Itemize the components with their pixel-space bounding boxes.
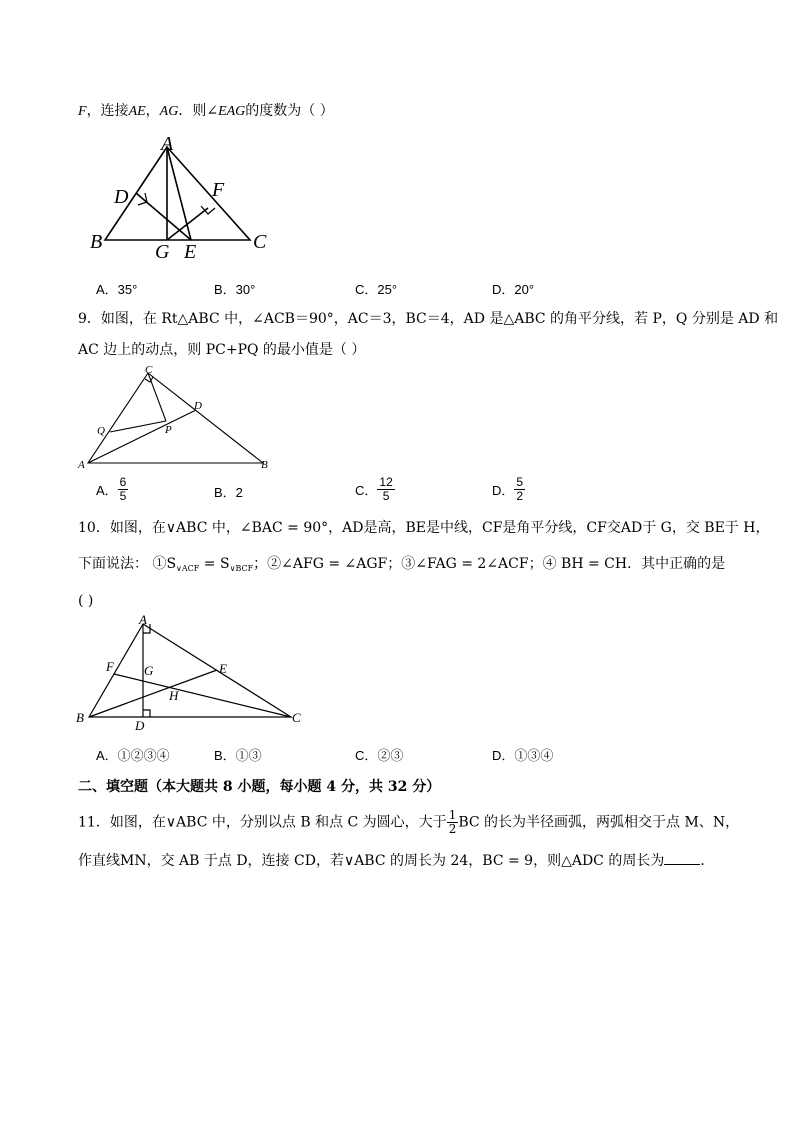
- q9-option-c-fraction: $\frac{12}{5}$: [379, 475, 393, 503]
- q8-label-d: D: [114, 186, 129, 208]
- q8-figure: [80, 130, 280, 265]
- q10-label-b: B: [76, 710, 84, 725]
- q8-label-a: A: [161, 133, 174, 155]
- q10-option-c[interactable]: C．②③: [355, 748, 404, 763]
- q9-option-c[interactable]: C． $\frac{12}{5}$: [355, 475, 393, 503]
- q8-label-f: F: [212, 179, 225, 201]
- q9-option-d[interactable]: D． $\frac{5}{2}$: [492, 475, 524, 503]
- q9-option-a-fraction: $\frac{6}{5}$: [119, 475, 127, 503]
- q9-triangle-abc: [88, 373, 263, 463]
- q10-label-c: C: [292, 710, 301, 725]
- q8-label-g: G: [155, 241, 170, 263]
- q9-label-p: P: [165, 424, 172, 436]
- q8-perp-de: [136, 193, 191, 240]
- q8-option-d[interactable]: D．20°: [492, 282, 535, 297]
- q9-label-b: B: [261, 459, 268, 471]
- q10-option-b[interactable]: B．①③: [214, 748, 262, 763]
- q10-label-h: H: [169, 688, 179, 703]
- q9-segment-pq: [110, 421, 166, 432]
- q10-bisector-cf: [114, 674, 291, 717]
- q10-line-2: 下面说法： $①S_{\vee ACF} = S_{\vee BCF}$；②∠AFG = ∠AGF；③∠FAG = 2∠ACF；④ BH = CH．其中正确的是: [78, 556, 726, 573]
- q8-option-b[interactable]: B．30°: [214, 282, 256, 297]
- q9-label-c: C: [145, 364, 153, 376]
- section-2-heading: 二、填空题（本大题共 8 小题，每小题 4 分，共 32 分）: [78, 779, 441, 795]
- q9-label-a: A: [78, 459, 85, 471]
- q10-label-g: G: [144, 663, 154, 678]
- q9-right-angle-c: [145, 377, 153, 382]
- q10-right-angle-d: [143, 710, 150, 717]
- q8-option-a[interactable]: A．35°: [96, 282, 138, 297]
- q9-figure: [75, 362, 280, 474]
- q9-line-1: 9．如图，在 Rt△ABC 中，∠ACB＝90°，AC＝3，BC＝4，AD 是△ABC 的角平分线，若 P，Q 分别是 AD 和: [78, 311, 779, 327]
- q8-option-c[interactable]: C．25°: [355, 282, 398, 297]
- q10-figure: [70, 613, 315, 738]
- q10-label-d: D: [135, 718, 145, 733]
- q9-option-d-fraction: $\frac{5}{2}$: [516, 475, 524, 503]
- q10-triangle-abc: [89, 624, 291, 717]
- q9-label-d: D: [194, 400, 202, 412]
- q11-answer-blank[interactable]: [664, 850, 700, 865]
- q8-label-e: E: [184, 241, 197, 263]
- q10-line-1: 10．如图，在∨ABC 中，∠BAC = 90°，AD是高，BE是中线，CF是角平分线，CF交AD于 G，交 BE于 H，: [78, 520, 770, 536]
- q10-option-d[interactable]: D．①③④: [492, 748, 554, 763]
- q11-line-2: 作直线MN，交 AB 于点 D，连接 CD，若∨ABC 的周长为 24，BC = 9，则△ADC 的周长为 ．: [78, 850, 714, 871]
- q8-continuation: F，连接AE，AG．则∠EAG的度数为（ ）: [78, 103, 334, 119]
- q10-label-f: F: [106, 659, 114, 674]
- q9-option-b[interactable]: B．2: [214, 485, 243, 500]
- q10-option-a[interactable]: A．①②③④: [96, 748, 170, 763]
- q11-fraction: $\frac{1}{2}$: [448, 808, 457, 836]
- q9-label-q: Q: [97, 425, 105, 437]
- q8-label-c: C: [253, 231, 267, 253]
- q9-option-a[interactable]: A． $\frac{6}{5}$: [96, 475, 127, 503]
- q10-line-3: ( ): [78, 593, 94, 609]
- q10-label-e: E: [219, 661, 227, 676]
- q8-label-b: B: [90, 231, 103, 253]
- q9-line-2: AC 边上的动点，则 PC+PQ 的最小值是（ ）: [78, 342, 366, 358]
- q11-line-1: 11．如图，在∨ABC 中，分别以点 B 和点 C 为圆心，大于 $\frac{1}{2}$ BC 的长为半径画弧，两弧相交于点 M、N，: [78, 808, 740, 836]
- q10-label-a: A: [139, 613, 147, 627]
